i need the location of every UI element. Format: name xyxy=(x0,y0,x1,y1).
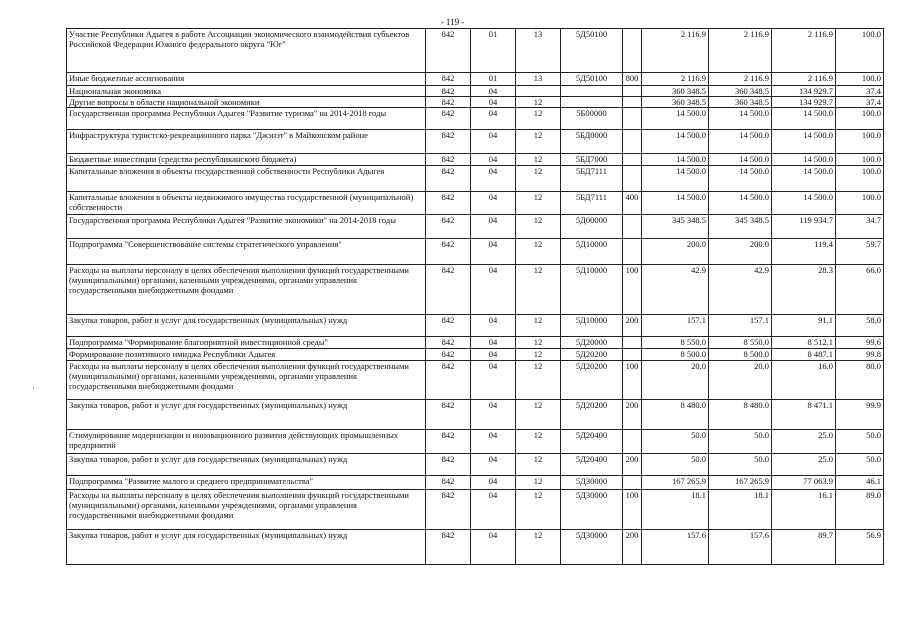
cell-v3: 25.0 xyxy=(772,454,836,476)
cell-name: Инфраструктура туристско-рекреационного парка "Джэнэт" в Майкопском районе xyxy=(67,130,426,154)
cell-v1: 14 500.0 xyxy=(642,192,709,215)
table-row xyxy=(67,361,884,400)
cell-csr: 5Д10000 xyxy=(561,239,623,265)
table-row xyxy=(67,349,884,361)
cell-pct: 58.0 xyxy=(836,315,884,337)
table-row xyxy=(67,154,884,166)
cell-rz: 04 xyxy=(471,490,516,530)
cell-rz: 04 xyxy=(471,215,516,239)
cell-pr: 13 xyxy=(516,29,561,73)
table-row xyxy=(67,130,884,154)
cell-ved: 842 xyxy=(426,192,471,215)
cell-v1: 8 480.0 xyxy=(642,400,709,430)
cell-vr xyxy=(623,130,642,154)
cell-ved: 842 xyxy=(426,215,471,239)
cell-name: Расходы на выплаты персоналу в целях обеспечения выполнения функций государственными (муниципальными) органами, казенными учреждениями, органами управления государственными внебюджетными фондами xyxy=(67,490,426,530)
table-row xyxy=(67,265,884,315)
cell-vr xyxy=(623,86,642,97)
cell-v2: 50.0 xyxy=(709,430,772,454)
cell-vr: 200 xyxy=(623,530,642,565)
cell-v2: 157.1 xyxy=(709,315,772,337)
cell-pct: 100.0 xyxy=(836,73,884,86)
table-row xyxy=(67,476,884,490)
cell-v2: 167 265.9 xyxy=(709,476,772,490)
cell-name: Другие вопросы в области национальной экономики xyxy=(67,97,426,108)
cell-ved: 842 xyxy=(426,315,471,337)
cell-name: Расходы на выплаты персоналу в целях обеспечения выполнения функций государственными (муниципальными) органами, казенными учреждениями, органами управления государственными внебюджетными фондами xyxy=(67,265,426,315)
cell-v3: 14 500.0 xyxy=(772,154,836,166)
cell-csr: 5Д20400 xyxy=(561,430,623,454)
cell-rz: 04 xyxy=(471,97,516,108)
cell-name: Закупка товаров, работ и услуг для государственных (муниципальных) нужд xyxy=(67,315,426,337)
cell-ved: 842 xyxy=(426,166,471,192)
cell-pct: 80.0 xyxy=(836,361,884,400)
cell-name: Бюджетные инвестиции (средства республиканского бюджета) xyxy=(67,154,426,166)
cell-v1: 2 116.9 xyxy=(642,73,709,86)
table-row xyxy=(67,337,884,349)
cell-csr: 5Д30000 xyxy=(561,476,623,490)
cell-name: Формирование позитивного имиджа Республики Адыгея xyxy=(67,349,426,361)
table-row xyxy=(67,108,884,130)
cell-v3: 134 929.7 xyxy=(772,86,836,97)
cell-vr: 100 xyxy=(623,490,642,530)
table-row xyxy=(67,166,884,192)
table-row xyxy=(67,29,884,73)
cell-ved: 842 xyxy=(426,349,471,361)
cell-v2: 200.0 xyxy=(709,239,772,265)
cell-v1: 50.0 xyxy=(642,430,709,454)
cell-ved: 842 xyxy=(426,73,471,86)
table-row xyxy=(67,239,884,265)
cell-csr: 5Д30000 xyxy=(561,490,623,530)
cell-v3: 14 500.0 xyxy=(772,192,836,215)
cell-v3: 134 929.7 xyxy=(772,97,836,108)
cell-csr: 5Д10000 xyxy=(561,265,623,315)
cell-ved: 842 xyxy=(426,265,471,315)
cell-ved: 842 xyxy=(426,239,471,265)
cell-csr: 5Д20400 xyxy=(561,454,623,476)
cell-csr: 5Д20200 xyxy=(561,361,623,400)
cell-pr: 12 xyxy=(516,476,561,490)
cell-csr: 5БД7111 xyxy=(561,192,623,215)
table-row xyxy=(67,430,884,454)
cell-v2: 360 348.5 xyxy=(709,97,772,108)
cell-pr: 12 xyxy=(516,192,561,215)
cell-pct: 99.9 xyxy=(836,400,884,430)
cell-rz: 04 xyxy=(471,361,516,400)
cell-v1: 2 116.9 xyxy=(642,29,709,73)
cell-v2: 14 500.0 xyxy=(709,154,772,166)
cell-vr: 200 xyxy=(623,454,642,476)
cell-v3: 25.0 xyxy=(772,430,836,454)
cell-pct: 100.0 xyxy=(836,192,884,215)
cell-pr: 12 xyxy=(516,108,561,130)
cell-csr: 5Д10000 xyxy=(561,315,623,337)
cell-pr: 13 xyxy=(516,73,561,86)
cell-v1: 360 348.5 xyxy=(642,86,709,97)
cell-csr: 5Д20000 xyxy=(561,337,623,349)
cell-pr: 12 xyxy=(516,349,561,361)
cell-v1: 50.0 xyxy=(642,454,709,476)
cell-name: Закупка товаров, работ и услуг для государственных (муниципальных) нужд xyxy=(67,400,426,430)
cell-rz: 04 xyxy=(471,349,516,361)
cell-pr: 12 xyxy=(516,215,561,239)
table-row xyxy=(67,86,884,97)
cell-pct: 34.7 xyxy=(836,215,884,239)
cell-v3: 8 471.1 xyxy=(772,400,836,430)
cell-vr xyxy=(623,215,642,239)
cell-pct: 100.0 xyxy=(836,108,884,130)
cell-pct: 46.1 xyxy=(836,476,884,490)
cell-v1: 345 348.5 xyxy=(642,215,709,239)
cell-v1: 14 500.0 xyxy=(642,154,709,166)
cell-rz: 04 xyxy=(471,130,516,154)
cell-pr: 12 xyxy=(516,130,561,154)
cell-name: Подпрограмма "Развитие малого и среднего предпринимательства" xyxy=(67,476,426,490)
cell-v1: 157.1 xyxy=(642,315,709,337)
cell-ved: 842 xyxy=(426,29,471,73)
cell-vr: 200 xyxy=(623,315,642,337)
cell-pct: 37.4 xyxy=(836,86,884,97)
cell-v3: 77 063.9 xyxy=(772,476,836,490)
cell-v1: 167 265.9 xyxy=(642,476,709,490)
cell-vr xyxy=(623,430,642,454)
cell-v2: 345 348.5 xyxy=(709,215,772,239)
cell-rz: 04 xyxy=(471,239,516,265)
cell-name: Подпрограмма "Совершенствование системы стратегического управления" xyxy=(67,239,426,265)
cell-csr: 5БД7111 xyxy=(561,166,623,192)
cell-name: Капитальные вложения в объекты недвижимого имущества государственной (муниципальной) собственности xyxy=(67,192,426,215)
cell-v2: 42.9 xyxy=(709,265,772,315)
cell-v2: 2 116.9 xyxy=(709,73,772,86)
cell-name: Государственная программа Республики Адыгея "Развитие туризма" на 2014-2018 годы xyxy=(67,108,426,130)
cell-rz: 04 xyxy=(471,315,516,337)
cell-v1: 157.6 xyxy=(642,530,709,565)
cell-ved: 842 xyxy=(426,430,471,454)
cell-pct: 66.0 xyxy=(836,265,884,315)
cell-vr xyxy=(623,166,642,192)
cell-v2: 8 500.0 xyxy=(709,349,772,361)
cell-vr xyxy=(623,29,642,73)
cell-name: Иные бюджетные ассигнования xyxy=(67,73,426,86)
cell-vr: 200 xyxy=(623,400,642,430)
cell-pr: 12 xyxy=(516,166,561,192)
cell-v2: 360 348.5 xyxy=(709,86,772,97)
cell-rz: 04 xyxy=(471,108,516,130)
cell-v3: 2 116.9 xyxy=(772,29,836,73)
cell-pr: 12 xyxy=(516,315,561,337)
cell-vr xyxy=(623,239,642,265)
cell-rz: 04 xyxy=(471,337,516,349)
cell-rz: 04 xyxy=(471,454,516,476)
cell-pct: 100.0 xyxy=(836,29,884,73)
cell-ved: 842 xyxy=(426,454,471,476)
cell-rz: 04 xyxy=(471,86,516,97)
cell-csr: 5Д20200 xyxy=(561,400,623,430)
cell-v1: 14 500.0 xyxy=(642,108,709,130)
cell-v3: 89.7 xyxy=(772,530,836,565)
cell-pr: 12 xyxy=(516,337,561,349)
cell-pr: 12 xyxy=(516,454,561,476)
table-row xyxy=(67,215,884,239)
cell-v2: 18.1 xyxy=(709,490,772,530)
cell-v2: 2 116.9 xyxy=(709,29,772,73)
cell-v2: 14 500.0 xyxy=(709,166,772,192)
cell-vr: 100 xyxy=(623,265,642,315)
cell-csr: 5Д30000 xyxy=(561,530,623,565)
cell-ved: 842 xyxy=(426,337,471,349)
cell-rz: 04 xyxy=(471,400,516,430)
cell-rz: 04 xyxy=(471,265,516,315)
cell-v3: 91.1 xyxy=(772,315,836,337)
cell-rz: 04 xyxy=(471,530,516,565)
cell-rz: 04 xyxy=(471,430,516,454)
cell-v1: 42.9 xyxy=(642,265,709,315)
cell-name: Закупка товаров, работ и услуг для государственных (муниципальных) нужд xyxy=(67,454,426,476)
cell-ved: 842 xyxy=(426,490,471,530)
cell-v3: 2 116.9 xyxy=(772,73,836,86)
cell-v3: 16.0 xyxy=(772,361,836,400)
cell-ved: 842 xyxy=(426,108,471,130)
cell-pr: 12 xyxy=(516,530,561,565)
cell-v3: 8 487.1 xyxy=(772,349,836,361)
cell-name: Участие Республики Адыгея в работе Ассоциации экономического взаимодействия субъектов Российской Федерации Южного федерального округа "Юг" xyxy=(67,29,426,73)
cell-pr: 12 xyxy=(516,430,561,454)
table-row xyxy=(67,400,884,430)
cell-pct: 37.4 xyxy=(836,97,884,108)
cell-vr xyxy=(623,349,642,361)
cell-csr: 5БД0000 xyxy=(561,130,623,154)
cell-v2: 14 500.0 xyxy=(709,192,772,215)
cell-pct: 100.0 xyxy=(836,154,884,166)
cell-pct: 100.0 xyxy=(836,130,884,154)
cell-name: Национальная экономика xyxy=(67,86,426,97)
cell-v3: 28.3 xyxy=(772,265,836,315)
cell-v1: 8 500.0 xyxy=(642,349,709,361)
cell-pct: 50.0 xyxy=(836,454,884,476)
cell-ved: 842 xyxy=(426,476,471,490)
cell-ved: 842 xyxy=(426,530,471,565)
cell-v1: 360 348.5 xyxy=(642,97,709,108)
cell-v1: 18.1 xyxy=(642,490,709,530)
cell-v3: 8 512.1 xyxy=(772,337,836,349)
cell-pct: 99.8 xyxy=(836,349,884,361)
cell-pr: 12 xyxy=(516,154,561,166)
cell-csr: 5Д00000 xyxy=(561,215,623,239)
cell-v2: 20.0 xyxy=(709,361,772,400)
cell-v3: 119.4 xyxy=(772,239,836,265)
cell-rz: 04 xyxy=(471,166,516,192)
cell-vr: 100 xyxy=(623,361,642,400)
cell-vr xyxy=(623,337,642,349)
cell-v2: 50.0 xyxy=(709,454,772,476)
cell-v3: 14 500.0 xyxy=(772,166,836,192)
cell-csr xyxy=(561,86,623,97)
cell-v1: 14 500.0 xyxy=(642,166,709,192)
cell-csr: 5Б00000 xyxy=(561,108,623,130)
cell-v1: 8 550.0 xyxy=(642,337,709,349)
cell-v2: 14 500.0 xyxy=(709,108,772,130)
cell-v1: 14 500.0 xyxy=(642,130,709,154)
cell-v2: 157.6 xyxy=(709,530,772,565)
cell-pr: 12 xyxy=(516,265,561,315)
cell-rz: 04 xyxy=(471,192,516,215)
cell-vr: 400 xyxy=(623,192,642,215)
table-row xyxy=(67,490,884,530)
cell-csr: 5Д20200 xyxy=(561,349,623,361)
cell-ved: 842 xyxy=(426,86,471,97)
cell-pr: 12 xyxy=(516,97,561,108)
cell-v2: 8 550.0 xyxy=(709,337,772,349)
table-row xyxy=(67,454,884,476)
cell-rz: 01 xyxy=(471,29,516,73)
cell-csr: 5Д50100 xyxy=(561,73,623,86)
cell-name: Подпрограмма "Формирование благоприятной инвестиционной среды" xyxy=(67,337,426,349)
cell-v2: 8 480.0 xyxy=(709,400,772,430)
cell-pct: 59.7 xyxy=(836,239,884,265)
margin-mark: · xyxy=(32,383,35,393)
cell-v1: 20.0 xyxy=(642,361,709,400)
cell-pct: 100.0 xyxy=(836,166,884,192)
cell-name: Расходы на выплаты персоналу в целях обеспечения выполнения функций государственными (муниципальными) органами, казенными учреждениями, органами управления государственными внебюджетными фондами xyxy=(67,361,426,400)
budget-table xyxy=(66,28,884,565)
cell-pct: 89.0 xyxy=(836,490,884,530)
table-row xyxy=(67,97,884,108)
cell-v2: 14 500.0 xyxy=(709,130,772,154)
cell-rz: 01 xyxy=(471,73,516,86)
cell-v3: 119 934.7 xyxy=(772,215,836,239)
cell-pct: 50.0 xyxy=(836,430,884,454)
cell-ved: 842 xyxy=(426,400,471,430)
cell-csr: 5БД7000 xyxy=(561,154,623,166)
cell-vr xyxy=(623,154,642,166)
cell-pr xyxy=(516,86,561,97)
cell-vr xyxy=(623,97,642,108)
cell-csr: 5Д50100 xyxy=(561,29,623,73)
cell-name: Государственная программа Республики Адыгея "Развитие экономики" на 2014-2018 годы xyxy=(67,215,426,239)
cell-name: Стимулирование модернизации и инновационного развития действующих промышленных предприятий xyxy=(67,430,426,454)
table-body xyxy=(67,29,884,565)
cell-pct: 99.6 xyxy=(836,337,884,349)
cell-ved: 842 xyxy=(426,97,471,108)
cell-rz: 04 xyxy=(471,476,516,490)
cell-name: Закупка товаров, работ и услуг для государственных (муниципальных) нужд xyxy=(67,530,426,565)
cell-name: Капитальные вложения в объекты государственной собственности Республики Адыгея xyxy=(67,166,426,192)
cell-pr: 12 xyxy=(516,400,561,430)
cell-pct: 56.9 xyxy=(836,530,884,565)
table-row xyxy=(67,315,884,337)
cell-ved: 842 xyxy=(426,361,471,400)
cell-vr xyxy=(623,476,642,490)
cell-ved: 842 xyxy=(426,130,471,154)
cell-pr: 12 xyxy=(516,239,561,265)
table-row xyxy=(67,192,884,215)
cell-v3: 16.1 xyxy=(772,490,836,530)
cell-vr xyxy=(623,108,642,130)
cell-csr xyxy=(561,97,623,108)
page-number: - 119 - xyxy=(440,17,465,27)
cell-v3: 14 500.0 xyxy=(772,108,836,130)
cell-v1: 200.0 xyxy=(642,239,709,265)
cell-ved: 842 xyxy=(426,154,471,166)
cell-pr: 12 xyxy=(516,490,561,530)
table-row xyxy=(67,530,884,565)
cell-vr: 800 xyxy=(623,73,642,86)
cell-rz: 04 xyxy=(471,154,516,166)
cell-pr: 12 xyxy=(516,361,561,400)
cell-v3: 14 500.0 xyxy=(772,130,836,154)
table-row xyxy=(67,73,884,86)
